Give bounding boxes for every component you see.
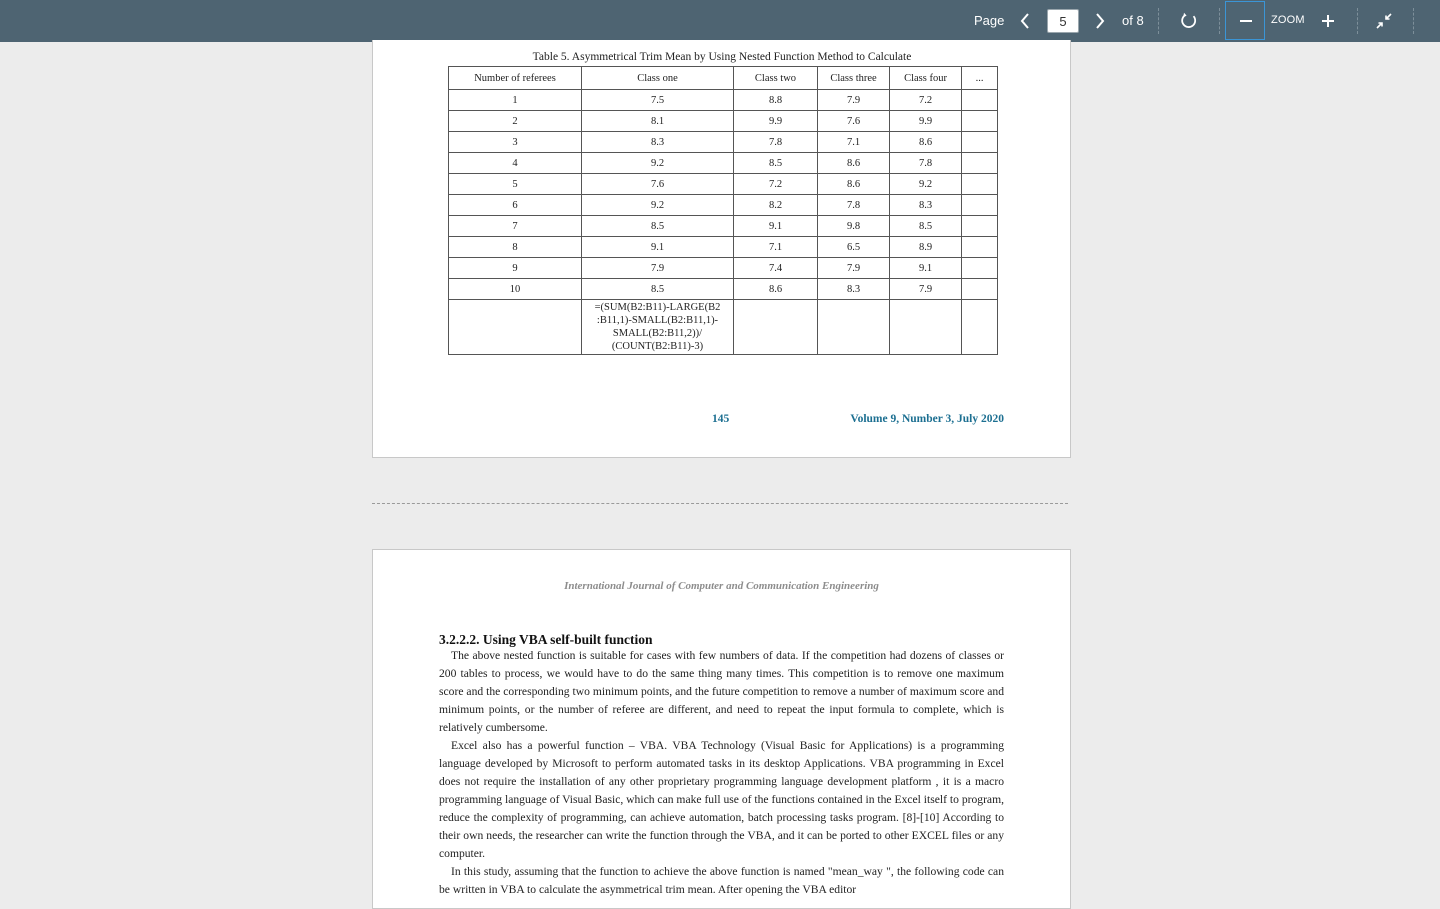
toolbar-separator — [1158, 8, 1159, 34]
table-cell: 8.3 — [582, 132, 734, 153]
collapse-icon — [1376, 13, 1392, 29]
table-header-row — [449, 67, 998, 90]
toolbar-separator — [1413, 8, 1414, 34]
chevron-left-icon — [1020, 13, 1030, 29]
table-row — [449, 153, 998, 174]
table-cell: 8.9 — [890, 237, 962, 258]
section-title: 3.2.2.2. Using VBA self-built function — [439, 632, 653, 647]
table-cell — [962, 132, 998, 153]
table-cell: 9.2 — [890, 174, 962, 195]
table-cell: 8.5 — [734, 153, 818, 174]
table-cell: 9.9 — [734, 111, 818, 132]
table-row — [449, 237, 998, 258]
table-cell: 4 — [449, 153, 582, 174]
table-cell — [962, 279, 998, 300]
table-cell: 6 — [449, 195, 582, 216]
formula-cell — [582, 300, 734, 355]
exit-fullscreen-button[interactable] — [1375, 12, 1393, 30]
table-cell: 8.6 — [890, 132, 962, 153]
table-cell: 9.1 — [582, 237, 734, 258]
rotate-icon — [1180, 12, 1198, 30]
table-cell — [890, 300, 962, 355]
table-cell: 3 — [449, 132, 582, 153]
table-cell — [818, 300, 890, 355]
table-cell: 8.3 — [818, 279, 890, 300]
table-caption: Table 5. Asymmetrical Trim Mean by Using Nested Function Method to Calculate — [532, 51, 912, 63]
formula-row — [449, 300, 998, 355]
page-number-input[interactable] — [1047, 9, 1079, 33]
table-cell: 7.2 — [734, 174, 818, 195]
next-page-button[interactable] — [1091, 11, 1109, 31]
table-cell: 8.6 — [818, 174, 890, 195]
plus-icon — [1321, 14, 1335, 28]
table-cell: 7.8 — [734, 132, 818, 153]
table-cell: 8.2 — [734, 195, 818, 216]
table-cell: 7.4 — [734, 258, 818, 279]
table-cell: 8.8 — [734, 90, 818, 111]
table-cell: 7.6 — [818, 111, 890, 132]
table-cell: 7.1 — [818, 132, 890, 153]
table-cell: 8.5 — [582, 279, 734, 300]
page-divider — [372, 503, 1068, 504]
chevron-right-icon — [1095, 13, 1105, 29]
table-cell — [962, 111, 998, 132]
table-cell — [962, 300, 998, 355]
previous-page-button[interactable] — [1016, 11, 1034, 31]
rotate-button[interactable] — [1178, 10, 1200, 32]
table-cell: 9.2 — [582, 195, 734, 216]
table-cell — [962, 258, 998, 279]
formula-line: (COUNT(B2:B11)-3) — [611, 341, 704, 352]
table-cell: 5 — [449, 174, 582, 195]
formula-line: SMALL(B2:B11,2))/ — [612, 328, 703, 339]
table-row — [449, 195, 998, 216]
table-row — [449, 258, 998, 279]
zoom-in-button[interactable] — [1319, 12, 1337, 30]
table-cell — [962, 174, 998, 195]
table-cell: 7.6 — [582, 174, 734, 195]
table-cell: 7 — [449, 216, 582, 237]
table-row — [449, 174, 998, 195]
table-cell: 8.1 — [582, 111, 734, 132]
table-cell: 7.9 — [818, 258, 890, 279]
formula-line: =(SUM(B2:B11)-LARGE(B2 — [594, 302, 721, 313]
table-cell: 7.1 — [734, 237, 818, 258]
table-cell: 8.6 — [818, 153, 890, 174]
table-cell: 8.5 — [582, 216, 734, 237]
table-cell: 7.9 — [890, 279, 962, 300]
journal-header: International Journal of Computer and Communication Engineering — [564, 580, 879, 592]
table-cell — [962, 216, 998, 237]
page-number-footer: 145 — [712, 413, 730, 425]
table-row — [449, 279, 998, 300]
table-cell: 10 — [449, 279, 582, 300]
formula-line: :B11,1)-SMALL(B2:B11,1)- — [596, 315, 719, 326]
table-cell: 7.2 — [890, 90, 962, 111]
table-cell: 8.3 — [890, 195, 962, 216]
body-text — [439, 647, 1004, 899]
table-cell: 9 — [449, 258, 582, 279]
table-cell: 7.9 — [582, 258, 734, 279]
table-cell: 7.8 — [818, 195, 890, 216]
column-header: Class one — [582, 67, 734, 90]
table-cell: 7.5 — [582, 90, 734, 111]
table-cell: 2 — [449, 111, 582, 132]
zoom-label: ZOOM — [1271, 14, 1305, 26]
scores-table — [448, 66, 998, 355]
table-cell: 7.8 — [890, 153, 962, 174]
document-page — [372, 40, 1071, 458]
volume-footer: Volume 9, Number 3, July 2020 — [850, 413, 1004, 425]
table-cell: 8 — [449, 237, 582, 258]
paragraph: The above nested function is suitable for cases with few numbers of data. If the competition had dozens of classes or 200 tables to process, we would have to do the same thing many times. This competition is to remove one maximum score and the corresponding two minimum points, and the future competition to remove a number of maximum score and minimum points, or the number of referee are different, and need to repeat the input formula to complete, which is relatively cumbersome. — [439, 649, 1004, 734]
table-cell: 8.6 — [734, 279, 818, 300]
page-label: Page — [974, 13, 1005, 28]
toolbar-separator — [1219, 8, 1220, 34]
table-row — [449, 90, 998, 111]
document-page — [372, 549, 1071, 909]
column-header: Class three — [818, 67, 890, 90]
table-row — [449, 111, 998, 132]
table-cell — [734, 300, 818, 355]
zoom-out-icon-wrap[interactable] — [1237, 12, 1255, 30]
table-cell: 8.5 — [890, 216, 962, 237]
paragraph: In this study, assuming that the function to achieve the above function is named "mean_way ", the following code can be written in VBA to calculate the asymmetrical trim mean. After opening the VBA editor — [439, 865, 1004, 896]
table-cell: 7.9 — [818, 90, 890, 111]
viewer-toolbar — [0, 0, 1440, 42]
table-cell: 9.8 — [818, 216, 890, 237]
table-cell: 1 — [449, 90, 582, 111]
table-row — [449, 132, 998, 153]
table-cell — [962, 237, 998, 258]
table-cell: 6.5 — [818, 237, 890, 258]
table-cell: 9.1 — [734, 216, 818, 237]
column-header: ... — [962, 67, 998, 90]
table-cell: 9.2 — [582, 153, 734, 174]
minus-icon — [1239, 14, 1253, 28]
table-cell: 9.1 — [890, 258, 962, 279]
column-header: Number of referees — [449, 67, 582, 90]
toolbar-separator — [1357, 8, 1358, 34]
paragraph: Excel also has a powerful function – VBA. VBA Technology (Visual Basic for Applications) is a programming language developed by Microsoft to perform automated tasks in its desktop Applications. VBA programming in Excel does not require the installation of any other proprietary programming language development platform , it is a macro programming language of Visual Basic, which can make full use of the functions contained in the Excel itself to program, reduce the complexity of programming, can achieve automation, batch processing tasks program. [8]-[10] According to their own needs, the researcher can write the function through the VBA, and it can be ported to other EXCEL files or any computer. — [439, 739, 1004, 860]
table-cell — [962, 195, 998, 216]
table-cell — [962, 153, 998, 174]
column-header: Class four — [890, 67, 962, 90]
table-cell: 9.9 — [890, 111, 962, 132]
column-header: Class two — [734, 67, 818, 90]
table-cell — [449, 300, 582, 355]
table-row — [449, 216, 998, 237]
table-cell — [962, 90, 998, 111]
total-pages-label: of 8 — [1122, 13, 1144, 28]
